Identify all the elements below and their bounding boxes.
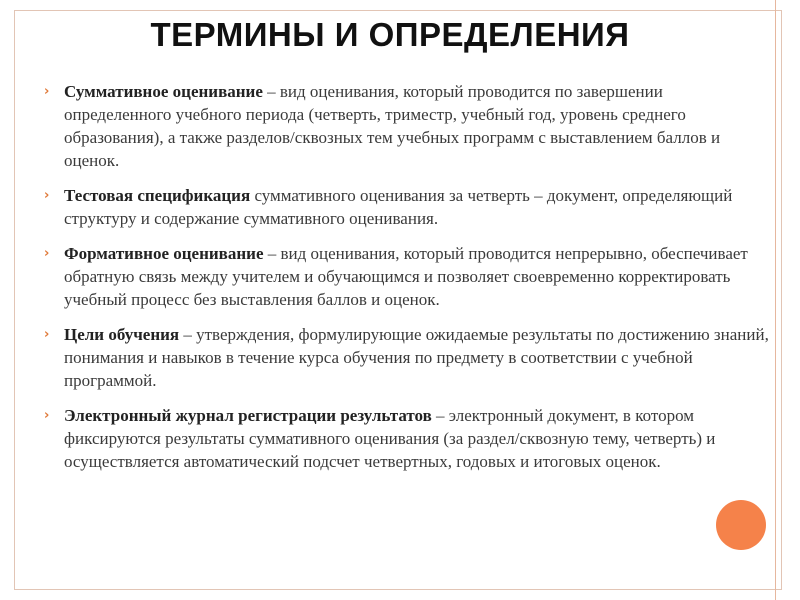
chevron-right-icon: › bbox=[44, 327, 50, 342]
decorative-circle bbox=[716, 500, 766, 550]
term-item-test-spec bbox=[44, 184, 772, 230]
accent-line bbox=[775, 0, 776, 600]
term-definition: – вид оценивания, который проводится по завершении определенного учебного периода (четверть, триместр, учебный год, уровень среднего образования), а также разделов/сквозных тем учебных программ с выставлением баллов и оценок. bbox=[64, 82, 721, 170]
terms-list bbox=[44, 80, 772, 485]
slide-title: ТЕРМИНЫ И ОПРЕДЕЛЕНИЯ bbox=[150, 16, 630, 53]
term-name: Цели обучения bbox=[64, 325, 180, 344]
term-definition: – электронный документ, в котором фиксируются результаты суммативного оценивания (за раздел/сквозную тему, четверть) и осуществляется автоматический подсчет четвертных, годовых и итоговых оценок. bbox=[64, 406, 716, 471]
term-name: Формативное оценивание bbox=[64, 244, 264, 263]
chevron-right-icon: › bbox=[44, 84, 50, 99]
term-definition: суммативного оценивания за четверть – документ, определяющий структуру и содержание суммативного оценивания. bbox=[64, 186, 733, 228]
chevron-right-icon: › bbox=[44, 246, 50, 261]
term-name: Тестовая спецификация bbox=[64, 186, 251, 205]
term-name: Суммативное оценивание bbox=[64, 82, 263, 101]
chevron-right-icon: › bbox=[44, 408, 50, 423]
term-definition: – вид оценивания, который проводится непрерывно, обеспечивает обратную связь между учителем и обучающимся и позволяет своевременно корректировать учебный процесс без выставления баллов и оценок. bbox=[64, 244, 748, 309]
term-name: Электронный журнал регистрации результатов bbox=[64, 406, 432, 425]
term-definition: – утверждения, формулирующие ожидаемые результаты по достижению знаний, понимания и навыков в течение курса обучения по предмету в соответствии с учебной программой. bbox=[64, 325, 769, 390]
chevron-right-icon: › bbox=[44, 188, 50, 203]
term-item-formative bbox=[44, 242, 772, 311]
term-item-learning-goals bbox=[44, 323, 772, 392]
term-item-e-journal bbox=[44, 404, 772, 473]
term-item-summative bbox=[44, 80, 772, 172]
